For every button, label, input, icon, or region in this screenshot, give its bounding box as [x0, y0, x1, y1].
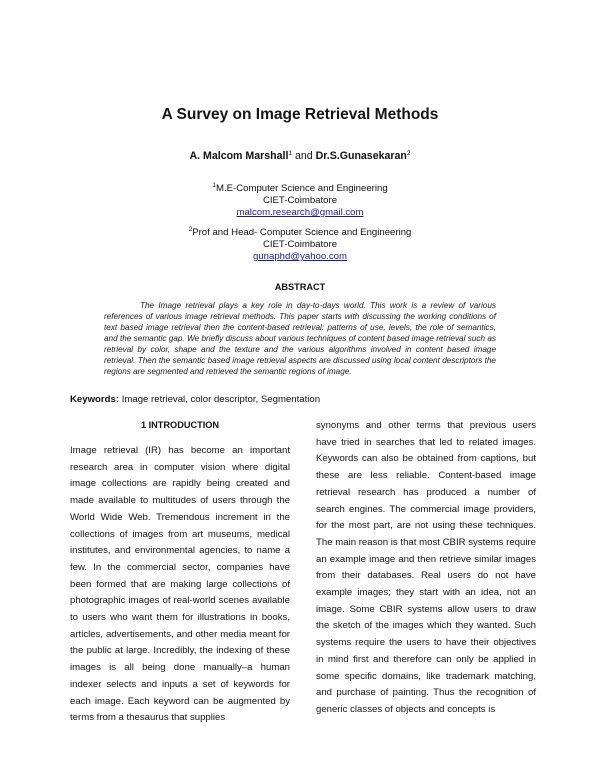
keywords-line [70, 394, 540, 405]
author-2-sup: 2 [406, 150, 411, 157]
affiliation-1 [0, 180, 600, 219]
keywords-label: Keywords: [70, 394, 120, 405]
intro-paragraph-left: Image retrieval (IR) has become an important research area in computer vision where digital image collections are rapidly being created and made available to multitudes of users through the World Wide Web. Tremendous increment in the collections of images from art museums, medical institutes, and environmental agencies, to name a few. In the commercial sector, companies have been formed that are making large collections of photographic images of real-world scenes available to users who want them for illustrations in books, articles, advertisements, and other media meant for the public at large. Incredibly, the indexing of these images is all being done manually–a human indexer selects and inputs a set of keywords for each image. Each keyword can be augmented by terms from a thesaurus that supplies [70, 445, 290, 724]
abstract-text: The Image retrieval plays a key role in day-to-days world. This work is a review of various references of various image retrieval methods. This paper starts with discussing the working conditions of text based image retrieval then the content-based retrieval: patterns of use, levels, the role of semantics, and the semantic gap. We briefly discuss about various techniques of content based image retrieval such as retrieval by color, shape and the texture and the various algorithms involved in content based image retrieval. Then the semantic based image retrieval aspects are discussed using local content descriptors the regions are segmented and retrieved the semantic regions of image. [104, 301, 496, 376]
keywords-text: Image retrieval, color descriptor, Segmentation [119, 394, 321, 405]
affiliation-2 [0, 224, 600, 263]
affiliation-2-email-link[interactable]: gunaphd@yahoo.com [252, 251, 348, 262]
author-1: A. Malcom Marshall [189, 150, 289, 162]
affiliation-1-email-link[interactable]: malcom.research@gmail.com [236, 207, 364, 218]
author-1-sup: 1 [288, 150, 293, 157]
affiliation-2-department: $^2$Prof and Head- Computer Science and Engineering [188, 226, 412, 238]
abstract-heading: ABSTRACT [274, 282, 326, 292]
author-conjunction: and [292, 150, 316, 162]
author-line [0, 150, 600, 162]
author-2: Dr.S.Gunasekaran [315, 150, 407, 162]
affiliation-1-department: $^1$M.E-Computer Science and Engineering [212, 182, 388, 194]
affiliation-1-institute: CIET-Coimbatore [262, 195, 338, 206]
section-heading-introduction: 1 INTRODUCTION [140, 420, 220, 430]
intro-column-left [70, 443, 290, 727]
intro-paragraph-right: synonyms and other terms that previous users have tried in searches that led to related images. Keywords can also be obtained from captions, but these are less reliable. Content-based image retrieval research has produced a number of search engines. The commercial image providers, for the most part, are not using these techniques. The main reason is that most CBIR systems require an example image and then retrieve similar images from their databases. Real users do not have example images; they start with an idea, not an image. Some CBIR systems allow users to draw the sketch of the images which they wanted. Such systems require the users to have their objectives in mind first and therefore can only be applied in some specific domains, like trademark matching, and purchase of painting. Thus the recognition of generic classes of objects and concepts is [316, 420, 536, 715]
affiliation-2-institute: CIET-Coimbatore [262, 239, 338, 250]
paper-title: A Survey on Image Retrieval Methods [161, 106, 439, 123]
intro-column-right [316, 418, 536, 719]
